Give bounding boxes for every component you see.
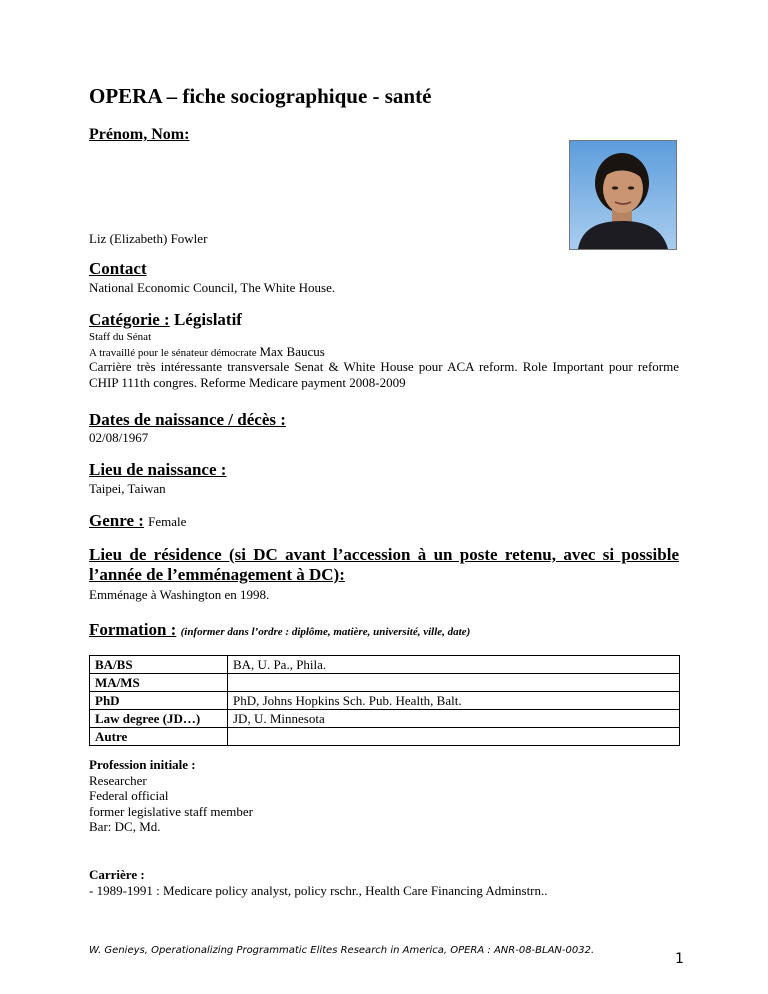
degree-cell: PhD <box>90 692 228 710</box>
carriere-section <box>89 867 548 898</box>
name-label: Prénom, Nom: <box>89 126 190 143</box>
portrait-photo <box>569 140 677 250</box>
table-row <box>90 656 680 674</box>
table-row <box>90 710 680 728</box>
page-number: 1 <box>675 951 684 967</box>
genre-value: Female <box>148 514 187 529</box>
categorie-line2-name: Max Baucus <box>259 344 325 359</box>
degree-value-cell: PhD, Johns Hopkins Sch. Pub. Health, Balt. <box>228 692 680 710</box>
lieu-naissance-value: Taipei, Taiwan <box>89 481 166 496</box>
degree-value-cell: BA, U. Pa., Phila. <box>228 656 680 674</box>
residence-value: Emménage à Washington en 1998. <box>89 587 270 602</box>
list-item: Bar: DC, Md. <box>89 819 161 834</box>
formation-note: (informer dans l’ordre : diplôme, matière, université, ville, date) <box>180 626 471 638</box>
contact-heading: Contact <box>89 259 147 278</box>
document-title: OPERA – fiche sociographique - santé <box>89 84 432 108</box>
degree-cell: BA/BS <box>90 656 228 674</box>
degree-value-cell <box>228 728 680 746</box>
degree-cell: Law degree (JD…) <box>90 710 228 728</box>
dates-heading: Dates de naissance / décès : <box>89 410 286 429</box>
list-item: former legislative staff member <box>89 803 254 819</box>
carriere-heading: Carrière : <box>89 867 145 882</box>
categorie-line2-prefix: A travaillé pour le sénateur démocrate <box>89 347 257 359</box>
education-table <box>89 655 680 746</box>
footer-citation: W. Genieys, Operationalizing Programmatic Elites Research in America, OPERA : ANR-08-BLAN-0032. <box>89 945 595 956</box>
table-row <box>90 692 680 710</box>
dates-value: 02/08/1967 <box>89 430 149 445</box>
profession-heading: Profession initiale : <box>89 757 196 772</box>
genre-heading <box>89 511 186 531</box>
residence-heading: Lieu de résidence (si DC avant l’accession à un poste retenu, avec si possible l’année de l’emménagement à DC): <box>89 545 679 584</box>
formation-heading <box>89 620 470 640</box>
list-item: - 1989-1991 : Medicare policy analyst, policy rschr., Health Care Financing Adminstrn.. <box>89 882 548 898</box>
degree-value-cell <box>228 674 680 692</box>
categorie-label: Catégorie : <box>89 310 170 329</box>
list-item: Federal official <box>89 788 169 803</box>
table-row <box>90 728 680 746</box>
lieu-naissance-heading: Lieu de naissance : <box>89 460 227 479</box>
contact-value: National Economic Council, The White House. <box>89 280 336 295</box>
table-row <box>90 674 680 692</box>
formation-label: Formation : <box>89 620 177 639</box>
name-value: Liz (Elizabeth) Fowler <box>89 231 208 246</box>
degree-cell: Autre <box>90 728 228 746</box>
categorie-line1: Staff du Sénat <box>89 331 152 343</box>
genre-label: Genre : <box>89 511 144 530</box>
degree-value-cell: JD, U. Minnesota <box>228 710 680 728</box>
list-item: Researcher <box>89 772 147 788</box>
degree-cell: MA/MS <box>90 674 228 692</box>
categorie-heading <box>89 310 242 330</box>
categorie-line2 <box>89 344 325 360</box>
categorie-value: Législatif <box>173 310 242 329</box>
categorie-paragraph: Carrière très intéressante transversale Senat & White House pour ACA reform. Role Important pour reforme CHIP 111th congres. Reforme Medicare payment 2008-2009 <box>89 359 679 390</box>
profession-section <box>89 757 253 835</box>
